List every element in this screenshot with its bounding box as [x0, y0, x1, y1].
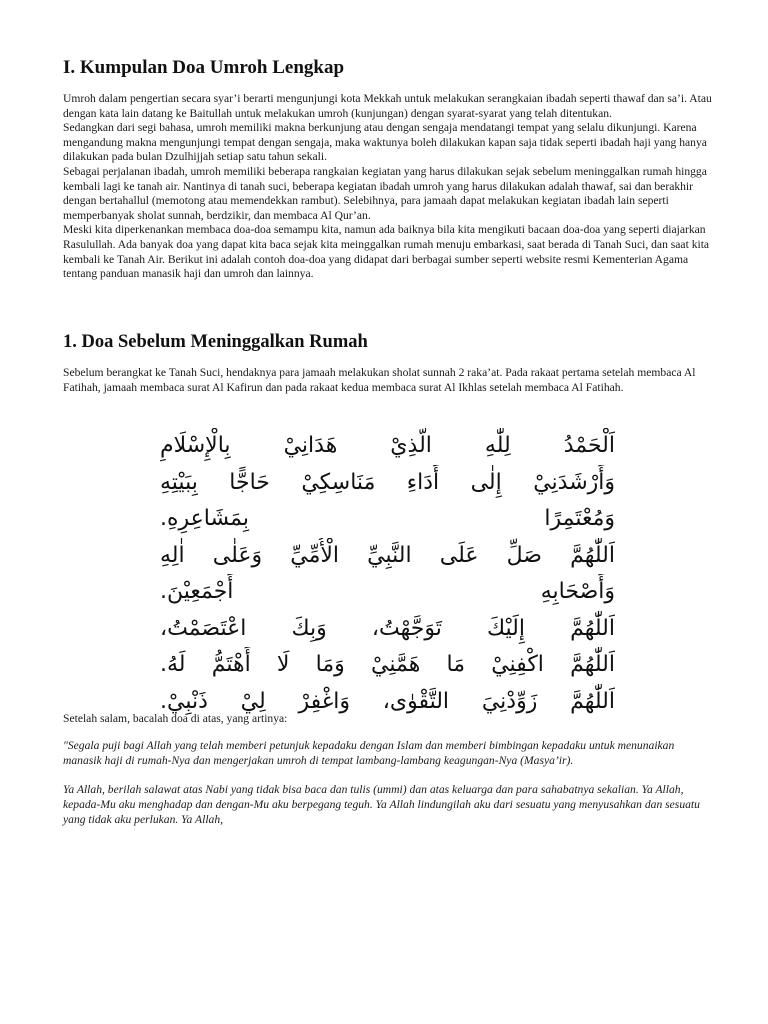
arabic-prayer — [160, 428, 615, 720]
arabic-line: وَمُعْتَمِرًا بِمَشَاعِرِهِ. — [160, 506, 615, 531]
document-title: I. Kumpulan Doa Umroh Lengkap — [63, 57, 345, 78]
arabic-line: اَللّٰهُمَّ اكْفِنِيْ مَا هَمَّنِيْ وَمَا لَا أَهْتَمُّ لَهُ. — [160, 652, 615, 677]
arabic-line: وَأَصْحَابِهِ أَجْمَعِيْنَ. — [160, 579, 615, 604]
translation-paragraph: Ya Allah, berilah salawat atas Nabi yang tidak bisa baca dan tulis (ummi) dan atas keluarga dan para sahabatnya sekalian. Ya Allah, kepada-Mu aku menghadap dan dengan-Mu aku berpegang teguh. Ya Allah lindungilah aku dari sesuatu yang menyusahkan dan sesuatu yang tidak aku perlukan. Ya Allah, — [63, 783, 700, 826]
intro-section — [63, 92, 713, 282]
intro-paragraph: Sedangkan dari segi bahasa, umroh memiliki makna berkunjung atau dengan sengaja mendatangi tempat yang selalu dikunjungi. Karena mengandung makna mengunjungi tempat dengan sengaja, maka waktunya boleh dilakukan kapan saja tidak seperti ibadah haji yang hanya dilakukan pada bulan Dzulhijjah setiap satu tahun sekali. — [63, 121, 707, 164]
arabic-line: اَلْحَمْدُ لِلّٰهِ الَّذِيْ هَدَانِيْ بِالْإِسْلَامِ — [160, 433, 615, 458]
section-paragraph: Sebelum berangkat ke Tanah Suci, hendaknya para jamaah melakukan sholat sunnah 2 raka’at. Pada rakaat pertama setelah membaca Al Fatihah, jamaah membaca surat Al Kafirun dan pada rakaat kedua membaca surat Al Ikhlas setelah membaca Al Fatihah. — [63, 366, 696, 394]
arabic-line: وَأَرْشَدَنِيْ إِلٰى أَدَاءِ مَنَاسِكِيْ حَاجًّا بِبَيْتِهِ — [160, 469, 615, 495]
after-prayer-note: Setelah salam, bacalah doa di atas, yang artinya: — [63, 712, 288, 725]
intro-paragraph: Meski kita diperkenankan membaca doa-doa semampu kita, namun ada baiknya bila kita mengikuti bacaan doa-doa yang seperti diajarkan Rasulullah. Ada banyak doa yang dapat kita baca sejak kita meinggalkan rumah menuju embarkasi, saat berada di Tanah Suci, dan saat kita kembali ke Tanah Air. Berikut ini adalah contoh doa-doa yang didapat dari berbagai sumber seperti website resmi Kementerian Agama tentang panduan manasik haji dan umroh dan lainnya. — [63, 223, 710, 281]
translation-paragraph: "Segala puji bagi Allah yang telah memberi petunjuk kepadaku dengan Islam dan memberi bimbingan kepadaku untuk menunaikan manasik haji di rumah-Nya dan mengerjakan umroh di tempat lambang-lambang keagungan-Nya (Masya’ir). — [63, 739, 675, 767]
arabic-line: اَللّٰهُمَّ زَوِّدْنِيَ التَّقْوٰى، وَاغْفِرْ لِيْ ذَنْبِيْ. — [160, 688, 615, 714]
arabic-line: اَللّٰهُمَّ صَلِّ عَلَى النَّبِيِّ الْأُمِّيِّ وَعَلٰى اٰلِهِ — [160, 542, 615, 568]
intro-paragraph: Sebagai perjalanan ibadah, umroh memiliki beberapa rangkaian kegiatan yang harus dilakukan sejak sebelum meninggalkan rumah hingga kembali lagi ke tanah air. Nantinya di tanah suci, beberapa kegiatan ibadah umroh yang harus dilakukan adalah thawaf, sai dan berakhir dengan bertahallul (memotong atau memendekkan rambut). Selebihnya, para jamaah dapat melakukan kegiatan ibadah lain seperti memperbanyak sholat sunnah, berdzikir, dan membaca Al Qur’an. — [63, 164, 707, 222]
section-body — [63, 366, 713, 396]
section-title: 1. Doa Sebelum Meninggalkan Rumah — [63, 332, 368, 352]
intro-paragraph: Umroh dalam pengertian secara syar’i berarti mengunjungi kota Mekkah untuk melakukan serangkaian ibadah seperti thawaf dan sa’i. Atau dengan kata lain datang ke Baitullah untuk melakukan umroh (kunjungan) dengan syarat-syarat yang telah ditentukan. — [63, 92, 712, 120]
arabic-line: اَللّٰهُمَّ إِلَيْكَ تَوَجَّهْتُ، وَبِكَ اعْتَصَمْتُ، — [160, 615, 615, 641]
translation-section — [63, 738, 713, 827]
